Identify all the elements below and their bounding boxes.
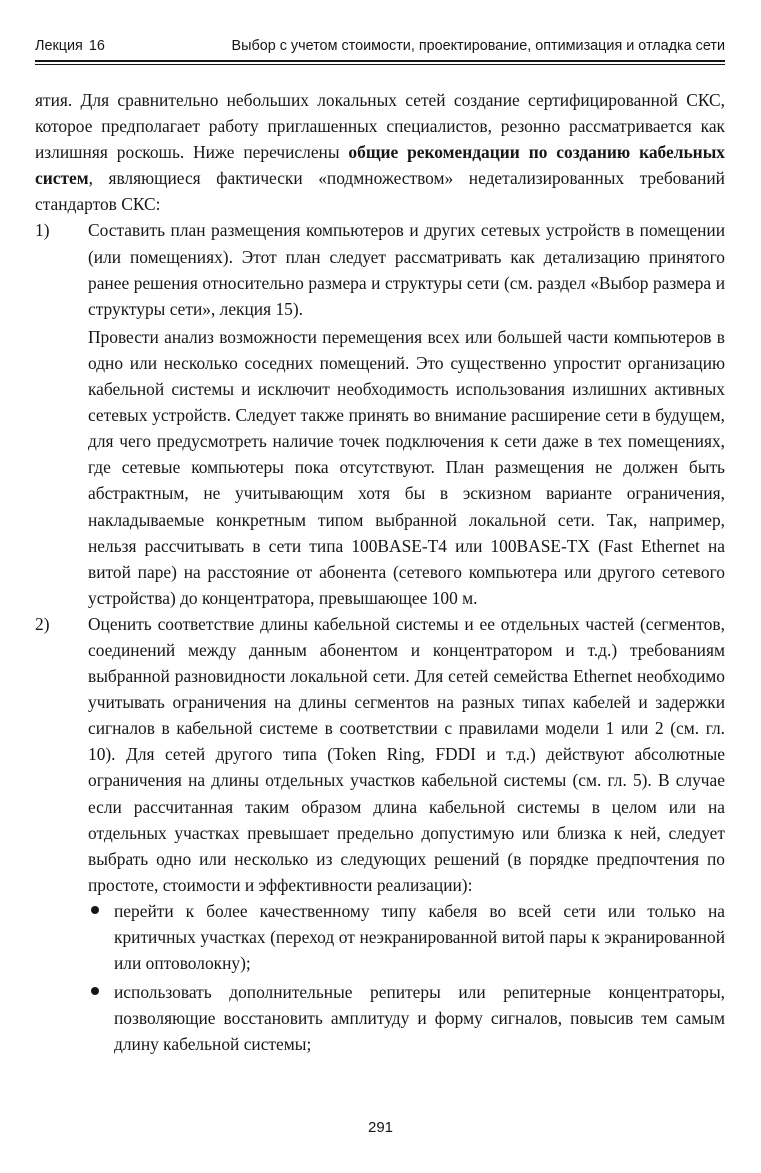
bullet-icon — [91, 906, 99, 914]
lecture-number: 16 — [88, 38, 105, 54]
bullet-list — [88, 898, 725, 1058]
list-item-1 — [35, 217, 725, 610]
running-header — [35, 38, 725, 60]
list-marker: 2) — [35, 613, 50, 634]
item-1-paragraph-2: Провести анализ возможности перемещения всех или большей части компьютеров в одно или несколько соседних помещений. Это существенно упростит организацию кабельной системы и исключит необходимость использования излишних активных сетевых устройств. Следует также принять во внимание расширение сети в будущем, для чего предусмотреть наличие точек подключения к сети даже в тех помещениях, где сетевые компьютеры пока отсутствуют. План размещения не должен быть абстрактным, не учитывающим хотя бы в эскизном варианте ограничения, накладываемые конкретным типом выбранной локальной сети. Так, например, нельзя рассчитывать в сети типа 100BASE-T4 или 100BASE-TX (Fast Ethernet на витой паре) на расстояние от абонента (сетевого компьютера или другого сетевого устройства) до концентратора, превышающее 100 м. — [88, 326, 725, 608]
page-number: 291 — [367, 1119, 394, 1136]
intro-paragraph: ятия. Для сравнительно небольших локальных сетей создание сертифицированной СКС, которое предполагает работу приглашенных специалистов, резонно рассматривается как излишняя роскошь. Ниже перечислены общие рекомендации по созданию кабельных систем, являющиеся фактически «подмножеством» недетализированных требований стандартов СКС: — [35, 90, 725, 215]
running-header-title: Выбор с учетом стоимости, проектирование, оптимизация и отладка сети — [231, 38, 725, 54]
list-item-2 — [35, 611, 725, 1058]
page-body — [35, 87, 725, 1057]
item-1-paragraph-1: Составить план размещения компьютеров и других сетевых устройств в помещении (или помещениях). Этот план следует рассматривать как детализацию принятого ранее решения относительно размера и структуры сети (см. раздел «Выбор размера и структуры сети», лекция 15). — [88, 220, 725, 319]
list-marker: 1) — [35, 220, 50, 241]
header-rule-thick — [35, 60, 725, 62]
bullet-item: перейти к более качественному типу кабеля во всей сети или только на критичных участках (переход от неэкранированной витой пары к экранированной или оптоволокну); — [88, 898, 725, 976]
bullet-icon — [91, 987, 99, 995]
bullet-item: использовать дополнительные репитеры или репитерные концентраторы, позволяющие восстановить амплитуду и форму сигналов, повысив тем самым длину кабельной системы; — [88, 979, 725, 1057]
item-2-paragraph-1: Оценить соответствие длины кабельной системы и ее отдельных частей (сегментов, соединений между данным абонентом и концентратором и т.д.) требованиям выбранной разновидности локальной сети. Для сетей семейства Ethernet необходимо учитывать ограничения на длины сегментов на разных типах кабелей и задержки сигналов в кабельной системе в соответствии с правилами модели 1 или 2 (см. гл. 10). Для сетей другого типа (Token Ring, FDDI и т.д.) действуют абсолютные ограничения на длины отдельных участков кабельной системы (см. гл. 5). В случае если рассчитанная таким образом длина кабельной системы в целом или на отдельных участках превышает предельно допустимую или близка к ней, следует выбрать одно или несколько из следующих решений (в порядке предпочтения по простоте, стоимости и эффективности реализации): — [88, 613, 725, 895]
lecture-label: Лекция — [35, 38, 83, 54]
header-rule-thin — [35, 64, 725, 65]
intro-bold-phrase: общие рекомендации по созданию кабельных систем — [35, 142, 725, 189]
